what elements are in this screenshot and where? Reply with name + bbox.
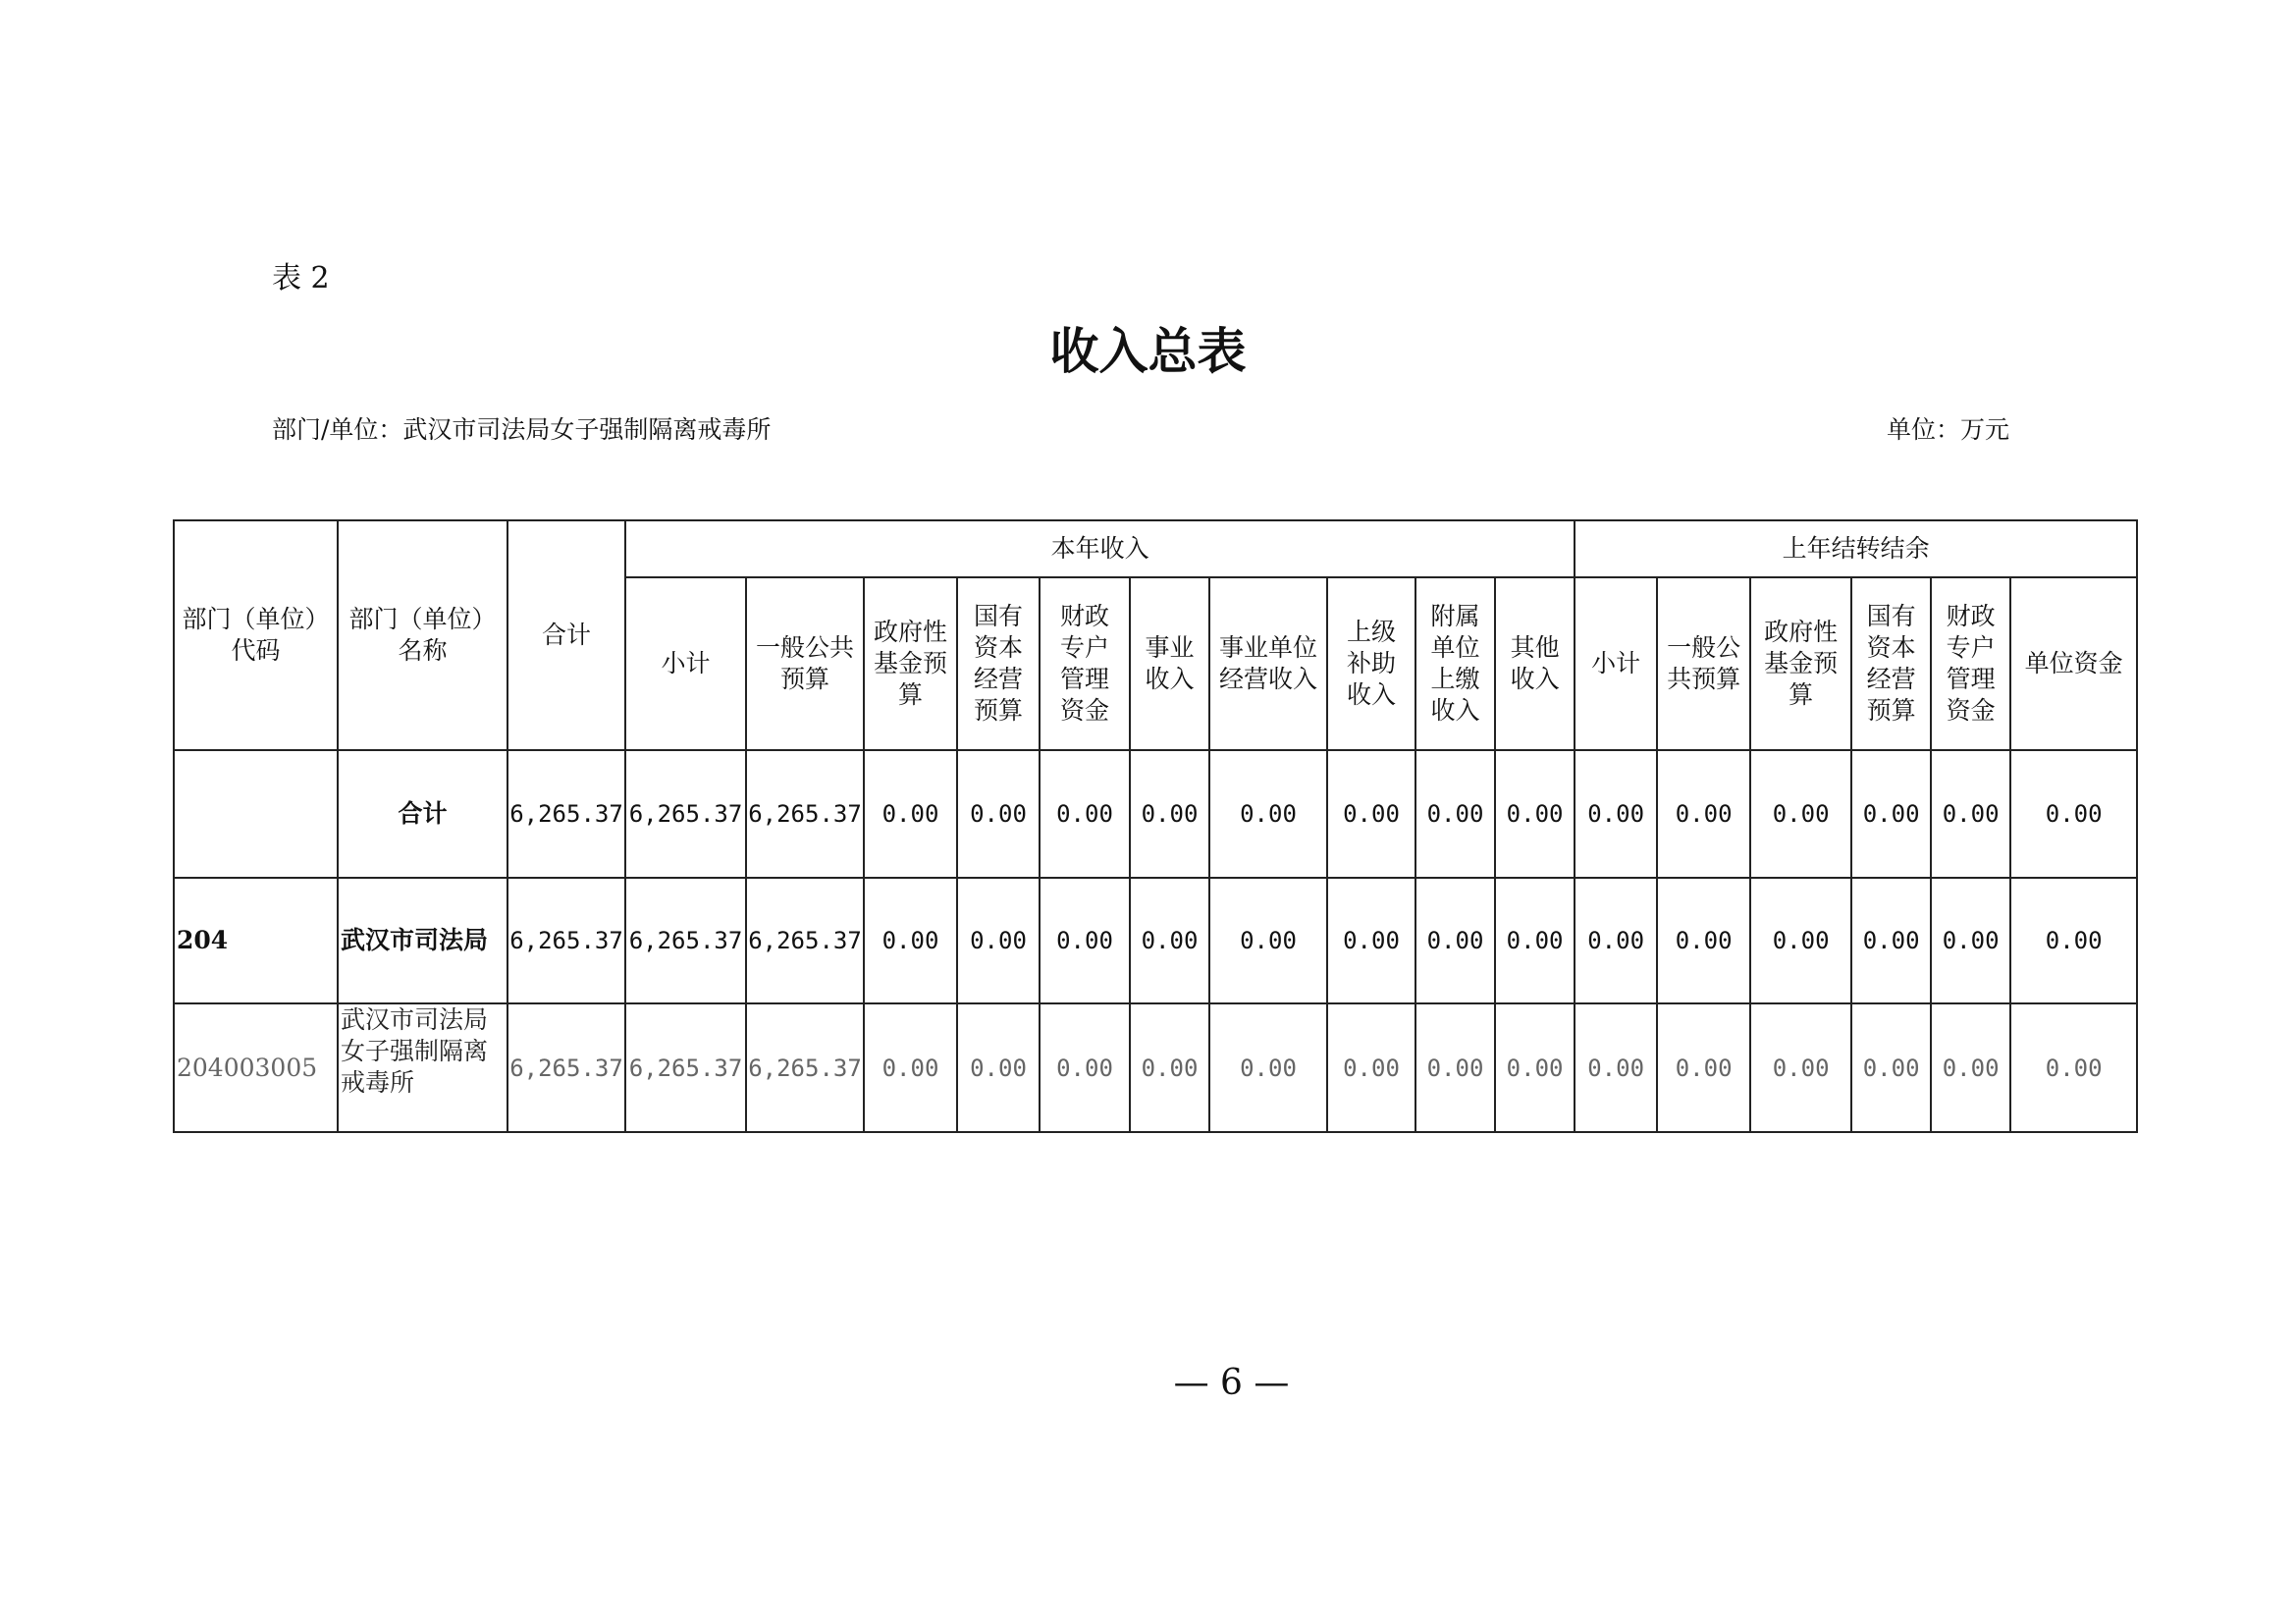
cell-value: 6,265.37: [507, 1003, 625, 1132]
cell-value: 0.00: [864, 1003, 957, 1132]
cell-code: 204: [174, 878, 338, 1003]
header-name: 部门（单位）名称: [338, 520, 507, 750]
cell-value: 6,265.37: [625, 1003, 746, 1132]
page-number: — 6 —: [1173, 1363, 1290, 1403]
subheader-carry-4: 财政专户管理资金: [1931, 577, 2010, 750]
cell-value: 6,265.37: [746, 878, 864, 1003]
cell-value: 0.00: [1209, 750, 1327, 878]
cell-value: 0.00: [864, 750, 957, 878]
unit-label: 单位：万元: [1887, 415, 2010, 444]
cell-name: 武汉市司法局女子强制隔离戒毒所: [338, 1003, 507, 1132]
cell-value: 0.00: [1750, 878, 1851, 1003]
cell-value: 0.00: [1931, 750, 2010, 878]
cell-value: 6,265.37: [507, 750, 625, 878]
cell-value: 0.00: [1657, 750, 1750, 878]
cell-value: 0.00: [1931, 878, 2010, 1003]
cell-value: 0.00: [1657, 1003, 1750, 1132]
cell-value: 6,265.37: [746, 1003, 864, 1132]
subheader-carry-5: 单位资金: [2010, 577, 2137, 750]
cell-value: 0.00: [1209, 1003, 1327, 1132]
cell-value: 0.00: [1415, 1003, 1495, 1132]
subheader-current-2: 政府性基金预算: [864, 577, 957, 750]
cell-value: 0.00: [1657, 878, 1750, 1003]
cell-name: 合计: [338, 750, 507, 878]
header-total: 合计: [507, 520, 625, 750]
cell-value: 0.00: [957, 878, 1040, 1003]
income-summary-table: [173, 519, 2138, 1133]
cell-value: 0.00: [2010, 1003, 2137, 1132]
cell-value: 0.00: [1575, 1003, 1657, 1132]
cell-value: 0.00: [1209, 878, 1327, 1003]
cell-value: 0.00: [1851, 1003, 1931, 1132]
cell-value: 0.00: [1327, 1003, 1415, 1132]
cell-value: 0.00: [1495, 1003, 1575, 1132]
cell-value: 0.00: [1040, 750, 1130, 878]
header-code: 部门（单位）代码: [174, 520, 338, 750]
cell-value: 0.00: [1415, 878, 1495, 1003]
cell-value: 0.00: [1415, 750, 1495, 878]
cell-value: 0.00: [1327, 878, 1415, 1003]
cell-value: 0.00: [1495, 878, 1575, 1003]
cell-value: 6,265.37: [625, 750, 746, 878]
page-title: 收入总表: [1049, 323, 1247, 380]
cell-code: [174, 750, 338, 878]
cell-value: 0.00: [1130, 750, 1209, 878]
subheader-carry-3: 国有资本经营预算: [1851, 577, 1931, 750]
cell-value: 0.00: [1130, 1003, 1209, 1132]
cell-value: 0.00: [957, 750, 1040, 878]
department-label: 部门/单位：武汉市司法局女子强制隔离戒毒所: [272, 415, 772, 444]
cell-value: 6,265.37: [507, 878, 625, 1003]
cell-value: 6,265.37: [746, 750, 864, 878]
cell-value: 0.00: [1575, 878, 1657, 1003]
subheader-carry-0: 小计: [1575, 577, 1657, 750]
header-current-year: 本年收入: [625, 520, 1575, 577]
subheader-current-7: 上级补助收入: [1327, 577, 1415, 750]
subheader-current-6: 事业单位经营收入: [1209, 577, 1327, 750]
table-number: 表 2: [272, 261, 330, 296]
cell-value: 0.00: [1575, 750, 1657, 878]
cell-value: 0.00: [1495, 750, 1575, 878]
cell-value: 0.00: [1851, 878, 1931, 1003]
cell-value: 0.00: [2010, 750, 2137, 878]
cell-value: 6,265.37: [625, 878, 746, 1003]
subheader-current-9: 其他收入: [1495, 577, 1575, 750]
subheader-current-8: 附属单位上缴收入: [1415, 577, 1495, 750]
cell-value: 0.00: [1851, 750, 1931, 878]
subheader-current-1: 一般公共预算: [746, 577, 864, 750]
cell-code: 204003005: [174, 1003, 338, 1132]
subheader-carry-2: 政府性基金预算: [1750, 577, 1851, 750]
subheader-current-0: 小计: [625, 577, 746, 750]
cell-value: 0.00: [1130, 878, 1209, 1003]
cell-value: 0.00: [864, 878, 957, 1003]
cell-value: 0.00: [1750, 750, 1851, 878]
cell-value: 0.00: [2010, 878, 2137, 1003]
subheader-current-4: 财政专户管理资金: [1040, 577, 1130, 750]
cell-value: 0.00: [1040, 878, 1130, 1003]
subheader-current-3: 国有资本经营预算: [957, 577, 1040, 750]
cell-value: 0.00: [1040, 1003, 1130, 1132]
header-carryover: 上年结转结余: [1575, 520, 2137, 577]
subheader-carry-1: 一般公共预算: [1657, 577, 1750, 750]
cell-value: 0.00: [957, 1003, 1040, 1132]
cell-value: 0.00: [1750, 1003, 1851, 1132]
cell-value: 0.00: [1327, 750, 1415, 878]
cell-value: 0.00: [1931, 1003, 2010, 1132]
cell-name: 武汉市司法局: [338, 878, 507, 1003]
subheader-current-5: 事业收入: [1130, 577, 1209, 750]
